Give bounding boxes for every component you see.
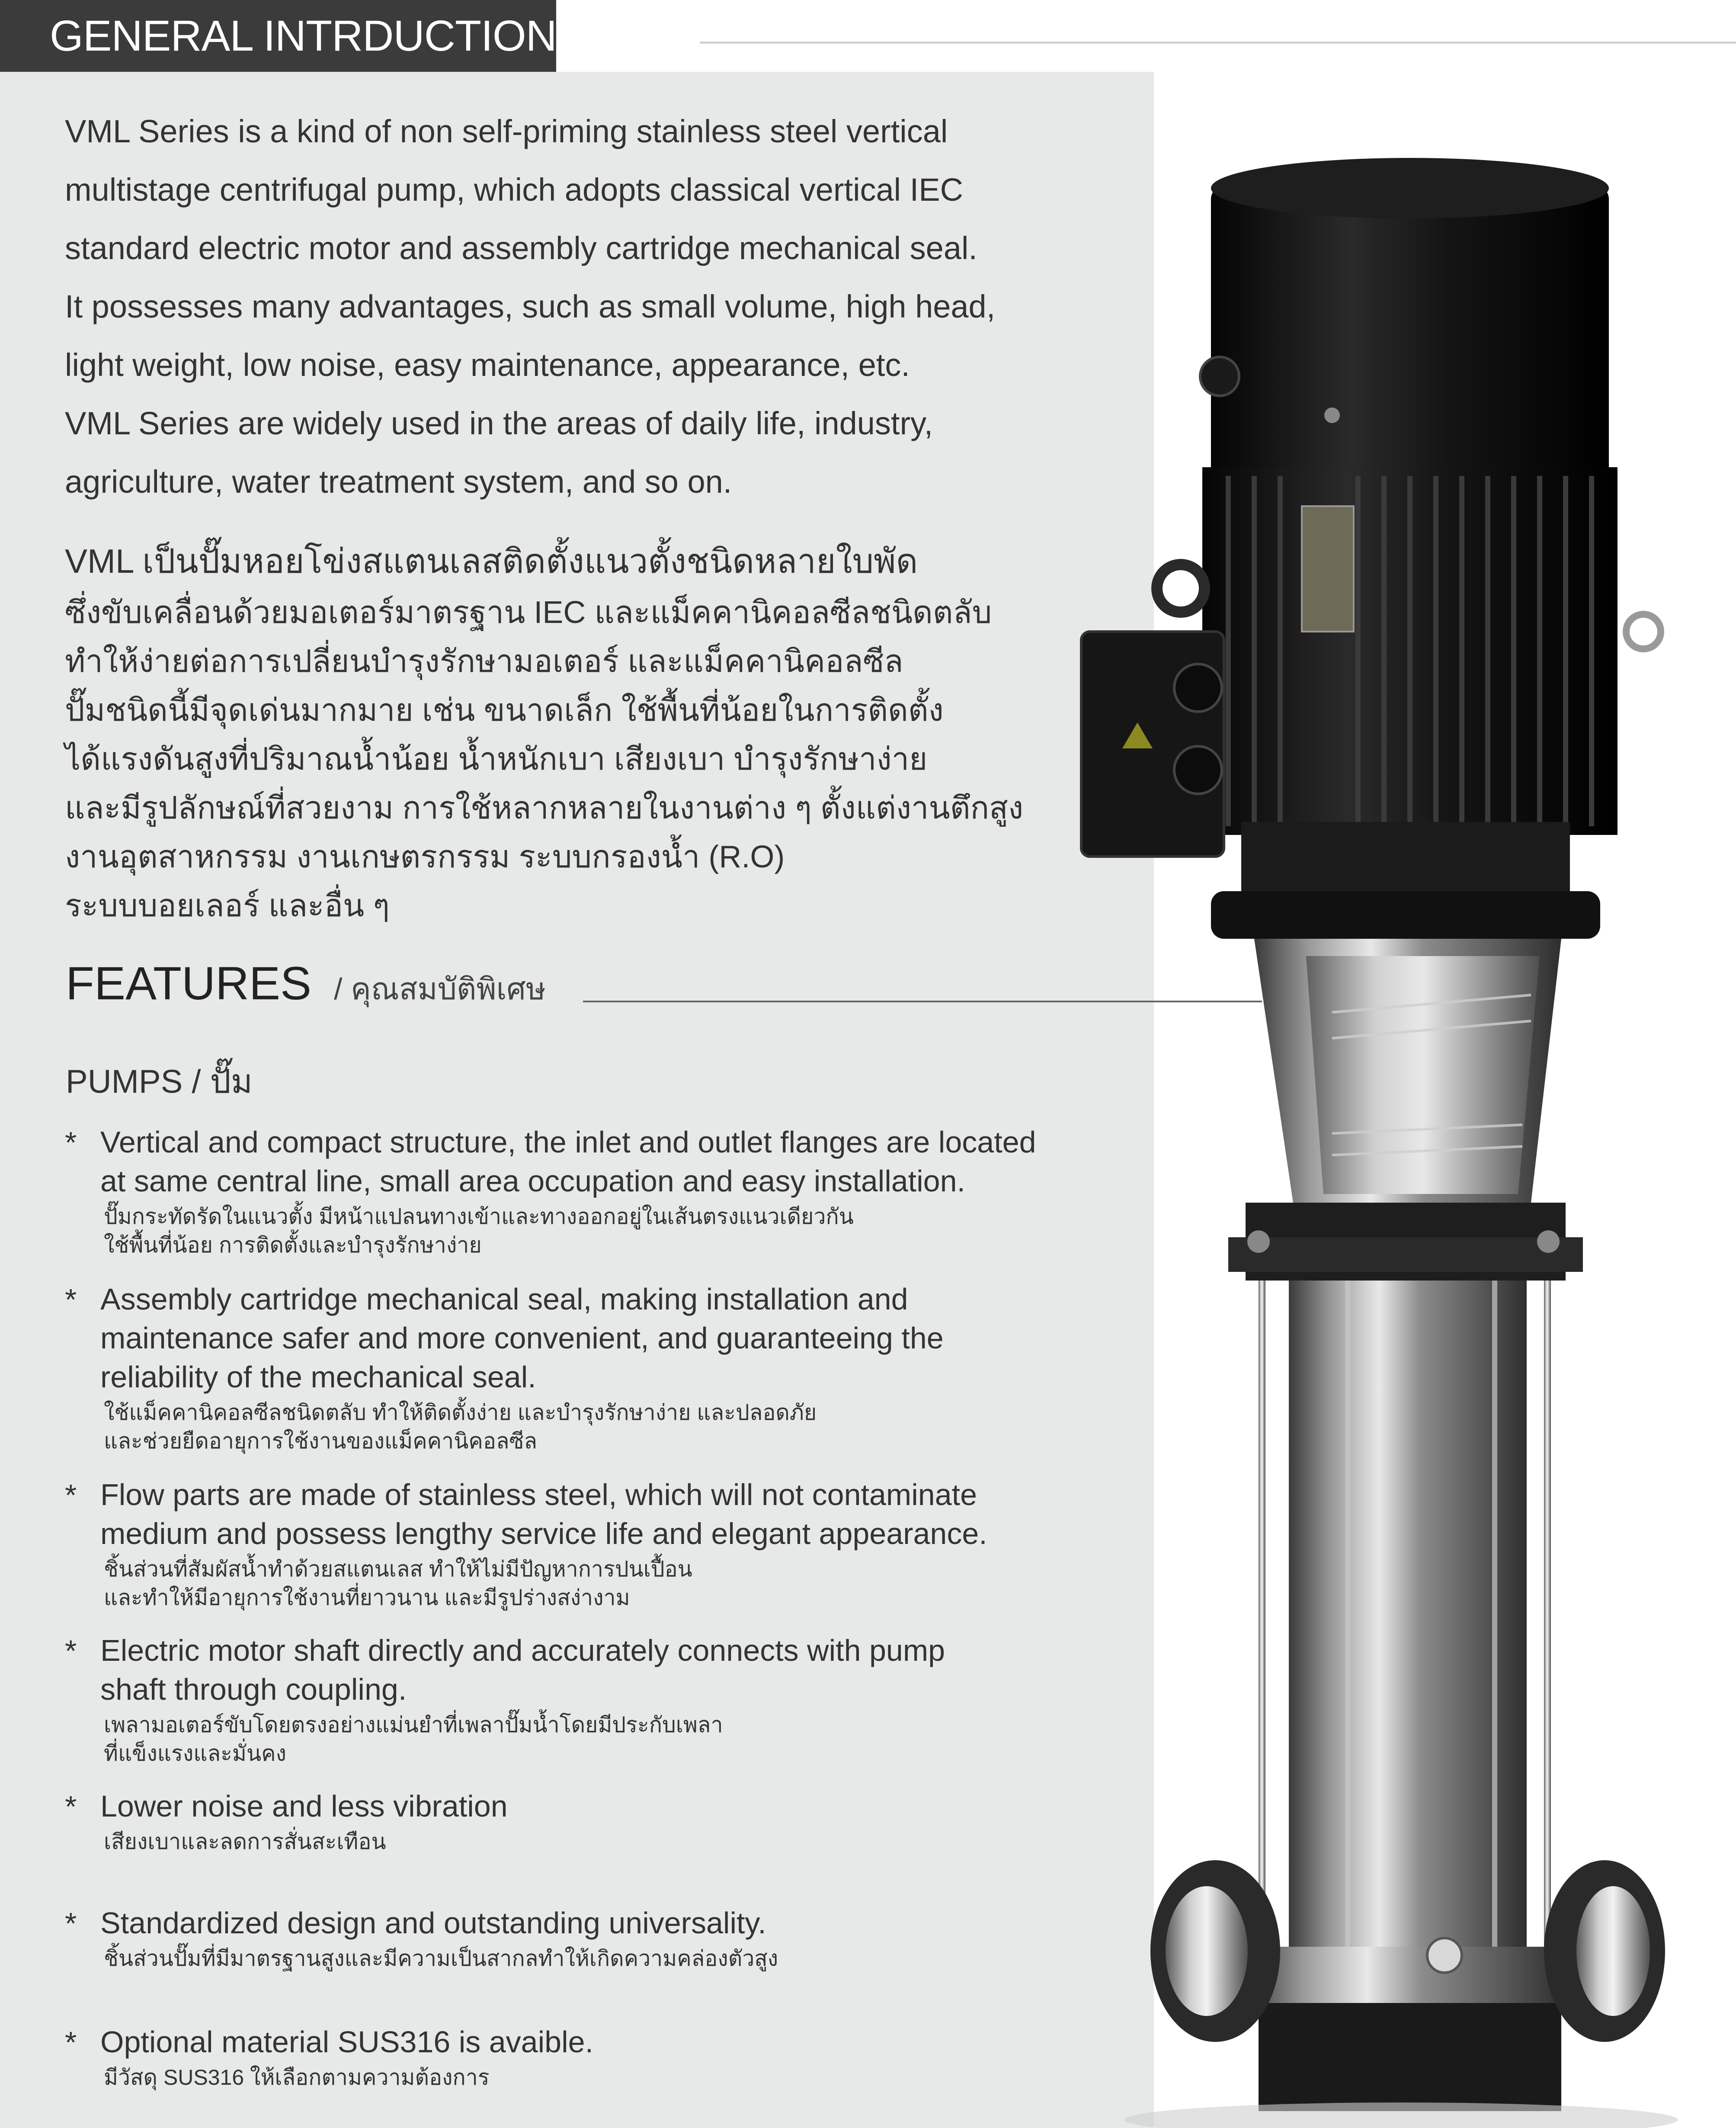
motor-nameplate: [1302, 506, 1354, 632]
lifting-eye-right: [1626, 614, 1661, 649]
feature-en-line: Standardized design and outstanding universality.: [100, 1906, 766, 1940]
feature-item: [65, 1123, 1155, 1259]
feature-th-line: ชิ้นส่วนปั๊มที่มีมาตรฐานสูงและมีความเป็นสากลทำให้เกิดความคล่องตัวสูง: [104, 1946, 778, 1971]
feature-th-line: มีวัสดุ SUS316 ให้เลือกตามความต้องการ: [104, 2065, 490, 2089]
feature-en-line: Lower noise and less vibration: [100, 1789, 508, 1823]
header-divider: [700, 42, 1736, 44]
bullet-star: *: [65, 1907, 77, 1940]
pumps-subheading: PUMPS / ปั๊ม: [66, 1063, 253, 1100]
pump-sleeve: [1289, 1281, 1527, 1999]
intro-th-line: ได้แรงดันสูงที่ปริมาณน้ำน้อย น้ำหนักเบา เสียงเบา บำรุงรักษาง่าย: [65, 742, 928, 777]
lifting-eye-left: [1157, 565, 1204, 612]
motor-screw: [1324, 408, 1340, 423]
feature-th-line: ที่แข็งแรงและมั่นคง: [104, 1741, 286, 1765]
intro-th-line: ทำให้ง่ายต่อการเปลี่ยนบำรุงรักษามอเตอร์ และแม็คคานิคอลซีล: [65, 644, 903, 679]
feature-item: [65, 1787, 1155, 1856]
feature-th: [104, 1944, 1155, 1973]
bullet-star: *: [65, 1634, 77, 1668]
vertical-pump-image: [1073, 147, 1736, 2128]
intro-th-line: ระบบบอยเลอร์ และอื่น ๆ: [65, 889, 390, 923]
feature-th-line: เสียงเบาและลดการสั่นสะเทือน: [104, 1830, 386, 1854]
intro-en-line: VML Series are widely used in the areas of daily life, industry,: [65, 405, 933, 441]
cable-gland-upper: [1174, 664, 1222, 712]
intro-th-line: VML เป็นปั๊มหอยโข่งสแตนเลสติดตั้งแนวตั้งชนิดหลายใบพัด: [65, 542, 918, 580]
drain-plug: [1427, 1938, 1462, 1973]
feature-th-line: ชิ้นส่วนที่สัมผัสน้ำทำด้วยสแตนเลส ทำให้ไม่มีปัญหาการปนเปื้อน: [104, 1557, 692, 1581]
feature-th-line: และช่วยยืดอายุการใช้งานของแม็คคานิคอลซีล: [104, 1429, 538, 1453]
feature-en: [100, 1280, 1155, 1396]
section-title-bar: [0, 0, 556, 72]
intro-en-line: It possesses many advantages, such as small volume, high head,: [65, 289, 996, 324]
section-title: GENERAL INTRDUCTION: [50, 12, 557, 60]
feature-item: [65, 1280, 1155, 1455]
feature-th-line: ปั๊มกระทัดรัดในแนวตั้ง มีหน้าแปลนทางเข้าและทางออกอยู่ในเส้นตรงแนวเดียวกัน: [104, 1204, 854, 1229]
feature-item: [65, 1475, 1155, 1612]
feature-en: [100, 1123, 1155, 1200]
feature-en-line: Assembly cartridge mechanical seal, making installation and: [100, 1282, 908, 1316]
intro-th-line: งานอุตสาหกรรม งานเกษตรกรรม ระบบกรองน้ำ (R.O): [65, 840, 785, 874]
motor-hole: [1200, 357, 1239, 396]
motor-flange: [1241, 822, 1570, 891]
features-heading: [66, 956, 546, 1013]
feature-item: [65, 1631, 1155, 1768]
feature-th: [104, 2063, 1155, 2092]
feature-en-line: medium and possess lengthy service life and elegant appearance.: [100, 1517, 987, 1550]
feature-th-line: เพลามอเตอร์ขับโดยตรงอย่างแม่นยำที่เพลาปั๊มน้ำโดยมีประกับเพลา: [104, 1713, 723, 1737]
bullet-star: *: [65, 1478, 77, 1512]
feature-en-line: reliability of the mechanical seal.: [100, 1360, 536, 1394]
feature-th: [104, 1711, 1155, 1768]
feature-en: [100, 2022, 1155, 2061]
intro-thai: [65, 534, 1120, 931]
motor-fins: [1228, 476, 1592, 826]
feature-en-line: Optional material SUS316 is avaible.: [100, 2025, 594, 2059]
feature-en: [100, 1787, 1155, 1826]
feature-en-line: Flow parts are made of stainless steel, which will not contaminate: [100, 1478, 977, 1512]
bullet-star: *: [65, 1283, 77, 1316]
feature-en: [100, 1631, 1155, 1709]
feature-en-line: Electric motor shaft directly and accurately connects with pump: [100, 1634, 945, 1667]
intro-en-line: light weight, low noise, easy maintenance, appearance, etc.: [65, 347, 910, 383]
feature-en-line: Vertical and compact structure, the inlet and outlet flanges are located: [100, 1125, 1036, 1159]
intro-th-line: ซึ่งขับเคลื่อนด้วยมอเตอร์มาตรฐาน IEC และแม็คคานิคอลซีลชนิดตลับ: [65, 595, 992, 630]
features-title: FEATURES: [66, 957, 312, 1009]
feature-en: [100, 1475, 1155, 1553]
intro-en-line: VML Series is a kind of non self-priming stainless steel vertical: [65, 113, 948, 149]
intro-english: [65, 102, 1120, 511]
bullet-star: *: [65, 2025, 77, 2059]
intro-en-line: standard electric motor and assembly cartridge mechanical seal.: [65, 230, 977, 266]
intro-th-line: ปั๊มชนิดนี้มีจุดเด่นมากมาย เช่น ขนาดเล็ก ใช้พื้นที่น้อยในการติดตั้ง: [65, 693, 944, 728]
feature-item: [65, 1903, 1155, 1973]
intro-en-line: multistage centrifugal pump, which adopts classical vertical IEC: [65, 172, 964, 208]
feature-th-line: ใช้แม็คคานิคอลซีลชนิดตลับ ทำให้ติดตั้งง่าย และบำรุงรักษาง่าย และปลอดภัย: [104, 1400, 817, 1425]
motor-top: [1211, 158, 1609, 218]
feature-item: [65, 2022, 1155, 2092]
feature-th-line: ใช้พื้นที่น้อย การติดตั้งและบำรุงรักษาง่าย: [104, 1233, 482, 1257]
feature-th: [104, 1555, 1155, 1612]
pump-base: [1259, 1999, 1561, 2111]
feature-en-line: at same central line, small area occupation and easy installation.: [100, 1164, 965, 1198]
feature-en-line: shaft through coupling.: [100, 1672, 407, 1706]
feature-en-line: maintenance safer and more convenient, and guaranteeing the: [100, 1321, 944, 1355]
feature-en: [100, 1903, 1155, 1942]
feature-th: [104, 1202, 1155, 1259]
bullet-star: *: [65, 1790, 77, 1823]
cable-gland-lower: [1174, 746, 1222, 794]
motor-mount-plate: [1211, 891, 1600, 939]
feature-th: [104, 1398, 1155, 1455]
intro-th-line: และมีรูปลักษณ์ที่สวยงาม การใช้หลากหลายในงานต่าง ๆ ตั้งแต่งานตึกสูง: [65, 791, 1024, 825]
features-subtitle: / คุณสมบัติพิเศษ: [334, 972, 546, 1006]
feature-th-line: และทำให้มีอายุการใช้งานที่ยาวนาน และมีรูปร่างสง่างาม: [104, 1586, 630, 1610]
feature-th: [104, 1827, 1155, 1856]
bullet-star: *: [65, 1126, 77, 1159]
intro-en-line: agriculture, water treatment system, and so on.: [65, 464, 732, 500]
